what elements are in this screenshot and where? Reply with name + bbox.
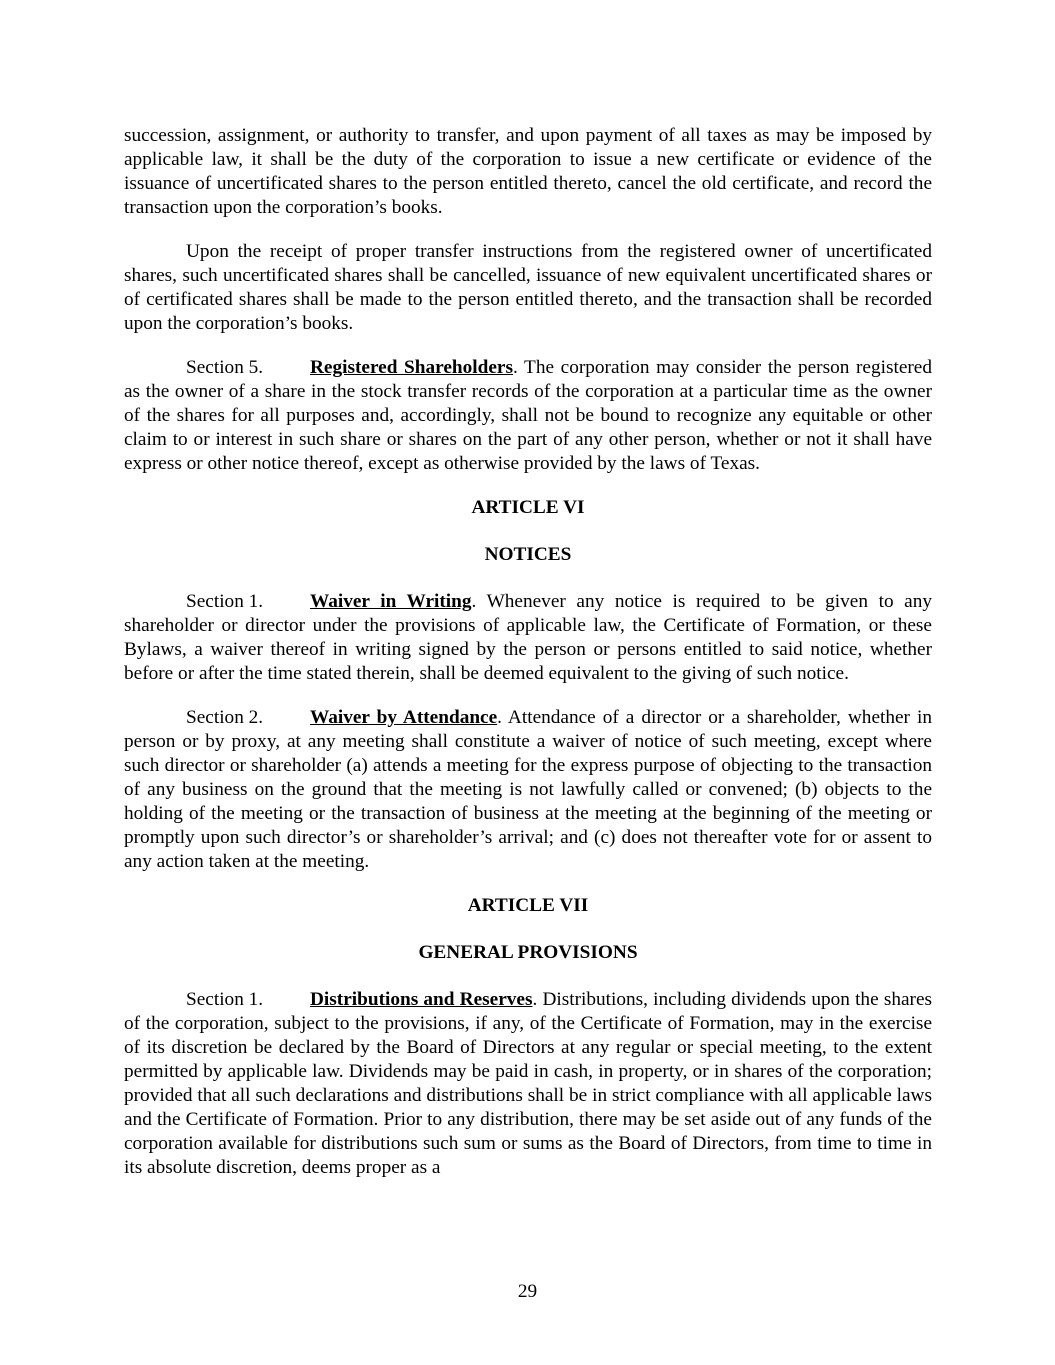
section-label: Section 2. xyxy=(186,707,264,728)
section-heading: Registered Shareholders xyxy=(310,357,513,378)
article-vii-title: GENERAL PROVISIONS xyxy=(418,942,638,963)
paragraph-transfer-instructions: Upon the receipt of proper transfer instructions from the registered owner of uncertificated shares, such uncertificated shares shall be cancelled, issuance of new equivalent uncertificated shares or of certificated shares shall be made to the person entitled thereto, and the transaction shall be recorded upon the corporation’s books. xyxy=(124,241,932,334)
section-waiver-by-attendance xyxy=(124,706,932,874)
article-vi-number: ARTICLE VI xyxy=(471,497,585,518)
paragraph-continued: succession, assignment, or authority to transfer, and upon payment of all taxes as may be imposed by applicable law, it shall be the duty of the corporation to issue a new certificate or evidence of the issuance of uncertificated shares to the person entitled thereto, cancel the old certificate, and record the transaction upon the corporation’s books. xyxy=(124,125,932,218)
section-label: Section 5. xyxy=(186,357,264,378)
section-distributions-and-reserves xyxy=(124,988,932,1180)
section-waiver-in-writing xyxy=(124,590,932,686)
section-body: . Whenever any notice is required to be given to any shareholder or director under the provisions of applicable law, the Certificate of Formation, or these Bylaws, a waiver thereof in writing signed by the person or persons entitled to said notice, whether before or after the time stated therein, shall be deemed equivalent to the giving of such notice. xyxy=(124,591,933,684)
article-vii-number: ARTICLE VII xyxy=(467,895,589,916)
section-body: . Attendance of a director or a shareholder, whether in person or by proxy, at any meeting shall constitute a waiver of notice of such meeting, except where such director or shareholder (a) attends a meeting for the express purpose of objecting to the transaction of any business on the ground that the meeting is not lawfully called or convened; (b) objects to the holding of the meeting or the transaction of business at the meeting at the beginning of the meeting or promptly upon such director’s or shareholder’s arrival; and (c) does not thereafter vote for or assent to any action taken at the meeting. xyxy=(124,707,932,872)
section-body: . Distributions, including dividends upon the shares of the corporation, subject to the provisions, if any, of the Certificate of Formation, may in the exercise of its discretion be declared by the Board of Directors at any regular or special meeting, to the extent permitted by applicable law. Dividends may be paid in cash, in property, or in shares of the corporation; provided that all such declarations and distributions shall be in strict compliance with all applicable laws and the Certificate of Formation. Prior to any distribution, there may be set aside out of any funds of the corporation available for distributions such sum or sums as the Board of Directors, from time to time in its absolute discretion, deems proper as a xyxy=(124,989,932,1178)
article-vi-title: NOTICES xyxy=(484,544,572,565)
page-number: 29 xyxy=(517,1281,538,1302)
section-registered-shareholders xyxy=(124,356,932,476)
section-body: . The corporation may consider the person registered as the owner of a share in the stock transfer records of the corporation at a particular time as the owner of the shares for all purposes and, accordingly, shall not be bound to recognize any equitable or other claim to or interest in such share or shares on the part of any other person, whether or not it shall have express or other notice thereof, except as otherwise provided by the laws of Texas. xyxy=(124,357,932,474)
document-page xyxy=(124,124,932,1200)
section-heading: Waiver in Writing xyxy=(310,591,472,612)
section-label: Section 1. xyxy=(186,989,264,1010)
section-heading: Waiver by Attendance xyxy=(310,707,498,728)
section-heading: Distributions and Reserves xyxy=(310,989,533,1010)
section-label: Section 1. xyxy=(186,591,264,612)
